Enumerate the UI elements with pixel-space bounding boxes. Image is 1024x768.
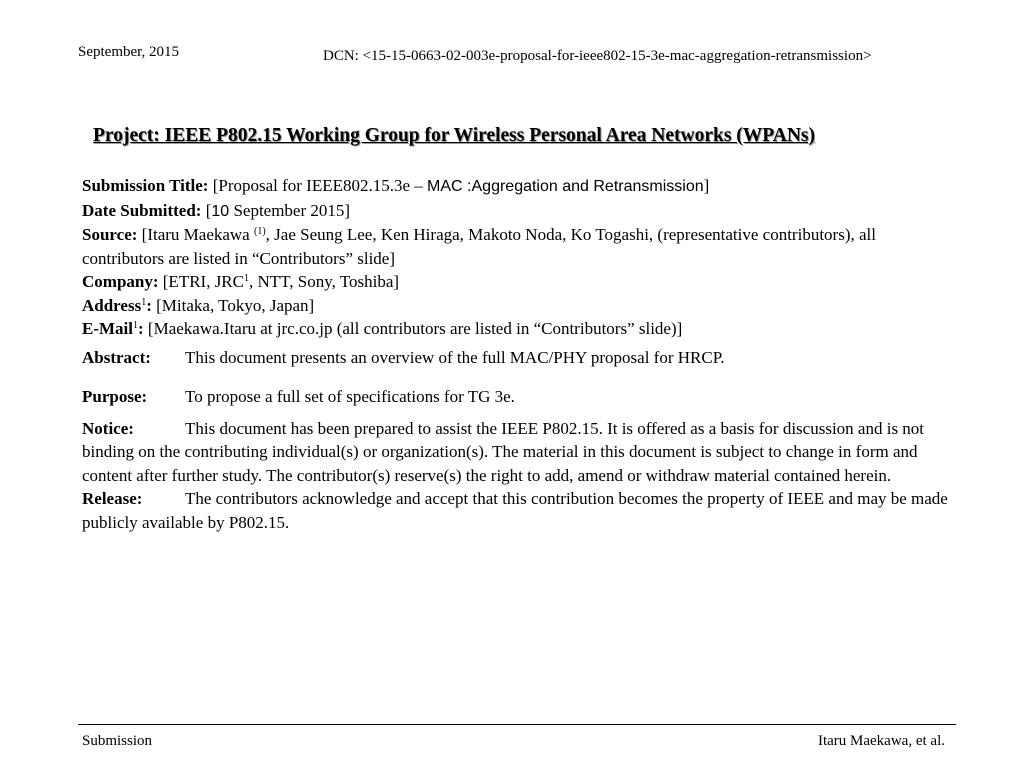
- abstract-line: [82, 346, 948, 370]
- abstract-text: This document presents an overview of the full MAC/PHY proposal for HRCP.: [185, 347, 725, 367]
- date-submitted-open: [: [201, 200, 212, 220]
- project-title: Project: IEEE P802.15 Working Group for Wireless Personal Area Networks (WPANs): [93, 125, 816, 146]
- footer-divider: [78, 724, 956, 725]
- submission-info: [82, 174, 948, 534]
- notice-label: Notice:: [82, 418, 134, 438]
- email-colon: :: [138, 319, 144, 338]
- email-line: [82, 317, 948, 341]
- address-line: [82, 294, 948, 318]
- abstract-label: Abstract:: [82, 347, 151, 367]
- header-date: September, 2015: [78, 44, 180, 60]
- submission-title-label: Submission Title:: [82, 176, 209, 195]
- source-sup: (1): [253, 226, 266, 237]
- header-dcn: DCN: <15-15-0663-02-003e-proposal-for-ieee802-15-3e-mac-aggregation-retransmission>: [323, 48, 872, 64]
- email-label: E-Mail: [82, 319, 133, 338]
- date-submitted-label: Date Submitted:: [82, 200, 202, 220]
- notice-paragraph: [82, 417, 948, 488]
- address-value: [Mitaka, Tokyo, Japan]: [151, 295, 315, 315]
- company-label: Company:: [82, 272, 159, 291]
- purpose-label: Purpose:: [82, 387, 148, 406]
- company-line: [82, 270, 948, 294]
- purpose-text: To propose a full set of specifications for TG 3e.: [185, 387, 515, 406]
- source-name: [Itaru Maekawa: [137, 225, 254, 244]
- date-submitted-line: [82, 199, 948, 224]
- address-label: Address: [82, 295, 142, 315]
- company-rest: , NTT, Sony, Toshiba]: [249, 272, 400, 291]
- company-start: [ETRI, JRC: [158, 272, 244, 291]
- footer-left: Submission: [82, 733, 153, 749]
- date-submitted-day: 10: [211, 202, 230, 220]
- footer-right: Itaru Maekawa, et al.: [817, 733, 945, 749]
- purpose-line: [82, 385, 948, 409]
- submission-title-value: [Proposal for IEEE802.15.3e –: [208, 176, 428, 195]
- date-submitted-rest: September 2015]: [229, 200, 351, 220]
- source-rest: , Jae Seung Lee, Ken Hiraga, Makoto Noda, Ko Togashi, (representative contributors), all contributors are listed in “Contributors” slide]: [82, 225, 876, 268]
- source-line: [82, 223, 948, 270]
- source-label: Source:: [82, 225, 138, 244]
- email-sup: 1: [133, 320, 138, 331]
- release-label: Release:: [82, 489, 143, 508]
- address-colon: :: [146, 295, 152, 315]
- release-paragraph: [82, 487, 948, 534]
- release-text: The contributors acknowledge and accept that this contribution becomes the property of IEEE and may be made publicly available by P802.15.: [82, 489, 948, 532]
- notice-text: This document has been prepared to assist the IEEE P802.15. It is offered as a basis for discussion and is not binding on the contributing individual(s) or organization(s). The material in this document is subject to change in form and content after further study. The contributor(s) reserve(s) the right to add, amend or withdraw material contained herein.: [82, 418, 925, 485]
- email-value: [Maekawa.Itaru at jrc.co.jp (all contributors are listed in “Contributors” slide)]: [143, 319, 683, 338]
- submission-title-line: [82, 174, 948, 199]
- submission-title-close: ]: [703, 176, 710, 195]
- submission-title-topic: MAC :Aggregation and Retransmission: [427, 178, 704, 195]
- company-sup: 1: [244, 273, 249, 284]
- address-sup: 1: [141, 296, 147, 308]
